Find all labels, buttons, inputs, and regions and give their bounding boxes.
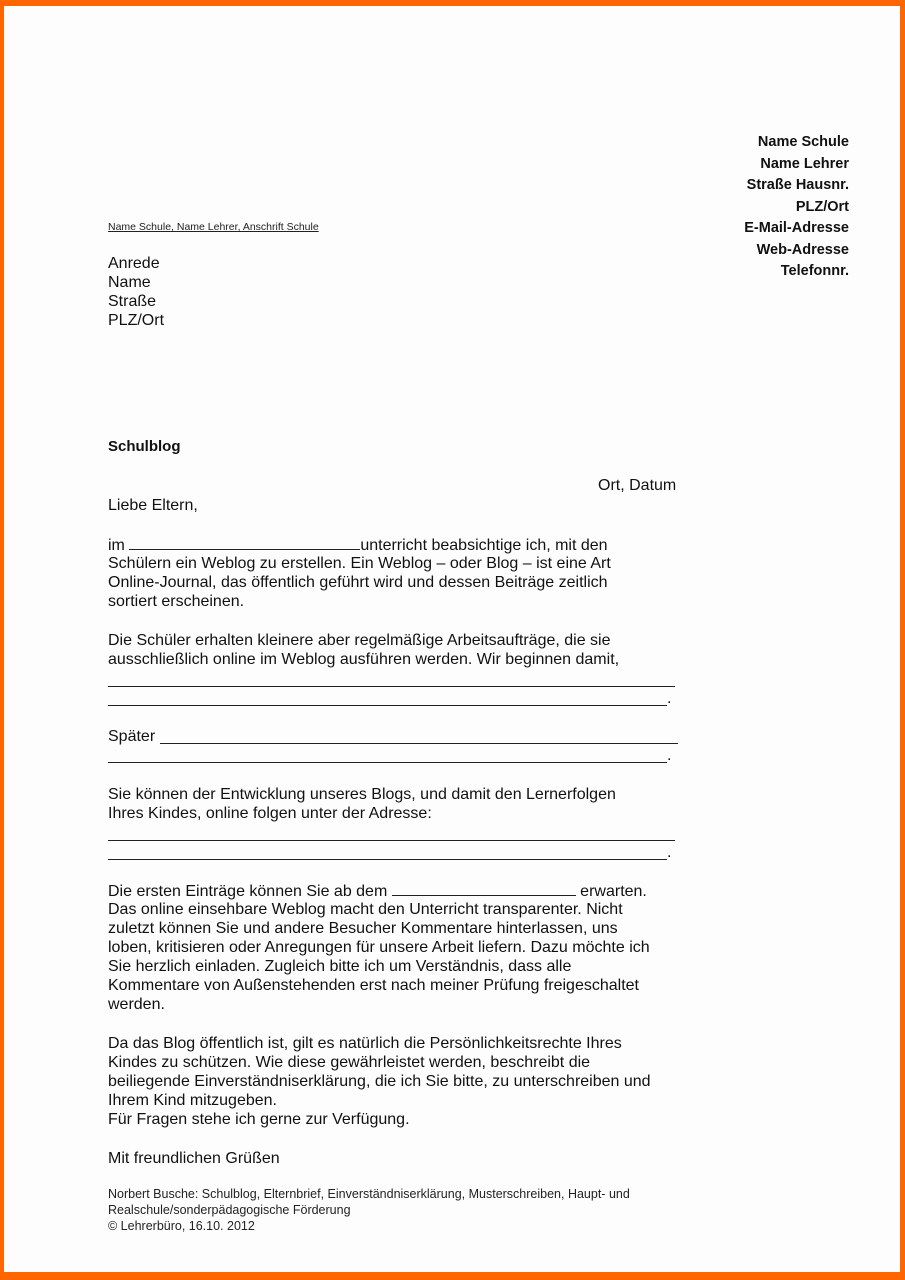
sender-email: E-Mail-Adresse <box>744 220 849 236</box>
paragraph-5-prefix: Die ersten Einträge können Sie ab dem <box>108 883 392 900</box>
start-date-blank-field[interactable] <box>392 881 576 896</box>
sender-postal-city: PLZ/Ort <box>795 198 849 215</box>
recipient-salutation: Anrede <box>108 255 160 272</box>
paragraph-5-first-line <box>108 881 647 901</box>
recipient-postal-city: PLZ/Ort <box>108 312 165 329</box>
letter-page <box>4 6 900 1272</box>
paragraph-1-line: Schülern ein Weblog zu erstellen. Ein Weblog – oder Blog – ist eine Art <box>108 555 611 572</box>
recipient-block <box>108 254 164 330</box>
paragraph-2-period: . <box>667 690 672 707</box>
paragraph-2-line: Die Schüler erhalten kleinere aber regelmäßige Arbeitsaufträge, die sie <box>108 632 611 649</box>
recipient-street: Straße <box>108 293 157 310</box>
paragraph-3-period: . <box>667 747 672 764</box>
subject-line: Schulblog <box>108 438 181 455</box>
start-activity-blank-line-1[interactable] <box>108 686 675 687</box>
paragraph-5-line: Das online einsehbare Weblog macht den Unterricht transparenter. Nicht <box>108 901 623 918</box>
sender-teacher-name: Name Lehrer <box>760 155 849 172</box>
footer-line: Norbert Busche: Schulblog, Elternbrief, Einverständniserklärung, Musterschreiben, Haupt- und <box>108 1187 630 1201</box>
closing: Mit freundlichen Grüßen <box>108 1150 280 1167</box>
paragraph-6-line: Für Fragen stehe ich gerne zur Verfügung. <box>108 1111 410 1128</box>
paragraph-1-line: sortiert erscheinen. <box>108 593 245 610</box>
footer-credits <box>108 1186 630 1234</box>
paragraph-5-line: loben, kritisieren oder Anregungen für unsere Arbeit liefern. Dazu möchte ich <box>108 939 650 956</box>
salutation: Liebe Eltern, <box>108 497 198 514</box>
paragraph-5-line: zuletzt können Sie und andere Besucher Kommentare hinterlassen, uns <box>108 920 618 937</box>
start-activity-blank-line-2[interactable] <box>108 705 667 706</box>
paragraph-1-first-line <box>108 535 608 555</box>
later-activity-blank-line-1[interactable] <box>160 743 678 744</box>
footer-line: Realschule/sonderpädagogische Förderung <box>108 1203 351 1217</box>
paragraph-5-line: werden. <box>108 996 165 1013</box>
later-activity-blank-line-2[interactable] <box>108 762 667 763</box>
paragraph-6-line: beiliegende Einverständniserklärung, die ich Sie bitte, zu unterschreiben und <box>108 1073 651 1090</box>
return-address-line: Name Schule, Name Lehrer, Anschrift Schule <box>108 221 319 233</box>
paragraph-1-prefix: im <box>108 537 130 554</box>
blog-address-blank-line-1[interactable] <box>108 840 675 841</box>
place-date: Ort, Datum <box>598 477 677 494</box>
recipient-name: Name <box>108 274 151 291</box>
sender-school-name: Name Schule <box>757 134 849 150</box>
paragraph-2-line: ausschließlich online im Weblog ausführen werden. Wir beginnen damit, <box>108 651 620 668</box>
paragraph-6-line: Kindes zu schützen. Wie diese gewährleistet werden, beschreibt die <box>108 1054 591 1071</box>
sender-street: Straße Hausnr. <box>746 177 849 193</box>
paragraph-6-line: Ihrem Kind mitzugeben. <box>108 1092 277 1109</box>
paragraph-6-line: Da das Blog öffentlich ist, gilt es natürlich die Persönlichkeitsrechte Ihres <box>108 1035 622 1052</box>
paragraph-3-prefix: Später <box>108 728 156 745</box>
sender-block <box>744 132 849 283</box>
paragraph-4-line: Sie können der Entwicklung unseres Blogs, und damit den Lernerfolgen <box>108 786 616 803</box>
paragraph-4-period: . <box>667 844 672 861</box>
footer-copyright: © Lehrerbüro, 16.10. 2012 <box>108 1219 255 1233</box>
paragraph-1-suffix: unterricht beabsichtige ich, mit den <box>360 537 608 554</box>
paragraph-5-suffix: erwarten. <box>575 883 647 900</box>
sender-web: Web-Adresse <box>756 241 849 258</box>
paragraph-5-line: Sie herzlich einladen. Zugleich bitte ich um Verständnis, dass alle <box>108 958 572 975</box>
blog-address-blank-line-2[interactable] <box>108 859 667 860</box>
subject-blank-field[interactable] <box>129 535 360 550</box>
paragraph-5-line: Kommentare von Außenstehenden erst nach meiner Prüfung freigeschaltet <box>108 977 639 994</box>
paragraph-1-line: Online-Journal, das öffentlich geführt wird und dessen Beiträge zeitlich <box>108 574 608 591</box>
sender-phone: Telefonnr. <box>780 263 849 279</box>
paragraph-4-line: Ihres Kindes, online folgen unter der Adresse: <box>108 805 432 822</box>
